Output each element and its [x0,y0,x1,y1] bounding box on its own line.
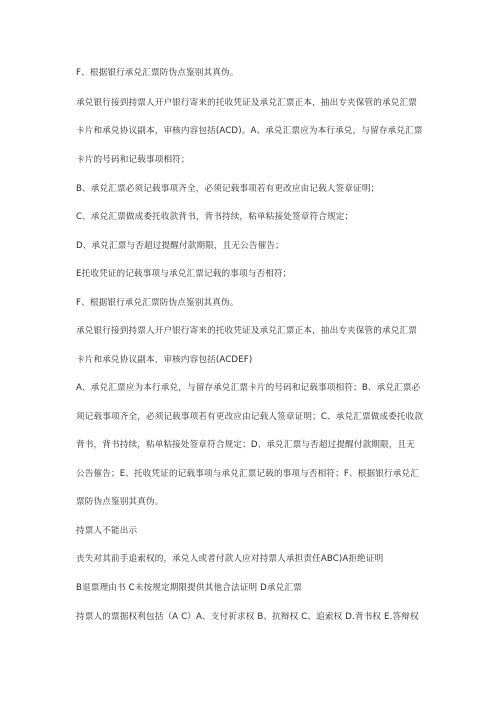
text-line: 丧失对其前手追索权的，承兑人或者付款人应对持票人承担责任ABC)A拒绝证明 [76,554,384,564]
text-line: E托收凭证的记载事项与承兑汇票记载的事项与否相符； [76,269,292,279]
text-line: 承兑银行接到持票人开户银行寄来的托收凭证及承兑汇票正本，抽出专夹保管的承兑汇票 [76,326,418,336]
text-line: 持票人的票据权利包括（A C）A、支付祈求权 B、抗辩权 C、追索权 D.背书权 E.答辩权 [76,612,419,622]
text-line: 票防伪点鉴别其真伪。 [76,497,164,507]
text-line: 卡片和承兑协议副本，审核内容包括(ACD)。A、承兑汇票应为本行承兑，与留存承兑汇票 [76,126,423,136]
text-line: 承兑银行接到持票人开户银行寄来的托收凭证及承兑汇票正本，抽出专夹保管的承兑汇票 [76,98,418,108]
text-line: C、承兑汇票做成委托收款背书，背书持续，粘单粘接处签章符合规定； [76,212,354,222]
text-line: 背书，背书持续，粘单粘接处签章符合规定；D、承兑汇票与否超过提醒付款期限，且无 [76,440,416,450]
text-line: B、承兑汇票必须记载事项齐全，必须记载事项若有更改应由记载人签章证明； [76,184,380,194]
text-line: 卡片和承兑协议副本，审核内容包括(ACDEF) [76,355,253,365]
text-line: 须记载事项齐全，必须记载事项若有更改应由记载人签章证明；C、承兑汇票做成委托收款 [76,412,424,422]
text-line: F、根据银行承兑汇票防伪点鉴别其真伪。 [76,298,239,308]
text-line: 持票人不能出示 [76,526,138,536]
text-line: F、根据银行承兑汇票防伪点鉴别其真伪。 [76,68,239,78]
text-line: B退票理由书 C未按规定期限提供其他合法证明 D承兑汇票 [76,583,302,593]
text-line: D、承兑汇票与否超过提醒付款期限，且无公告催告； [76,241,284,251]
text-line: A、承兑汇票应为本行承兑，与留存承兑汇票卡片的号码和记载事项相符；B、承兑汇票必 [76,383,421,393]
text-line: 公告催告；E、托收凭证的记载事项与承兑汇票记载的事项与否相符；F、根据银行承兑汇 [76,469,419,479]
text-line: 卡片的号码和记载事项相符； [76,155,190,165]
